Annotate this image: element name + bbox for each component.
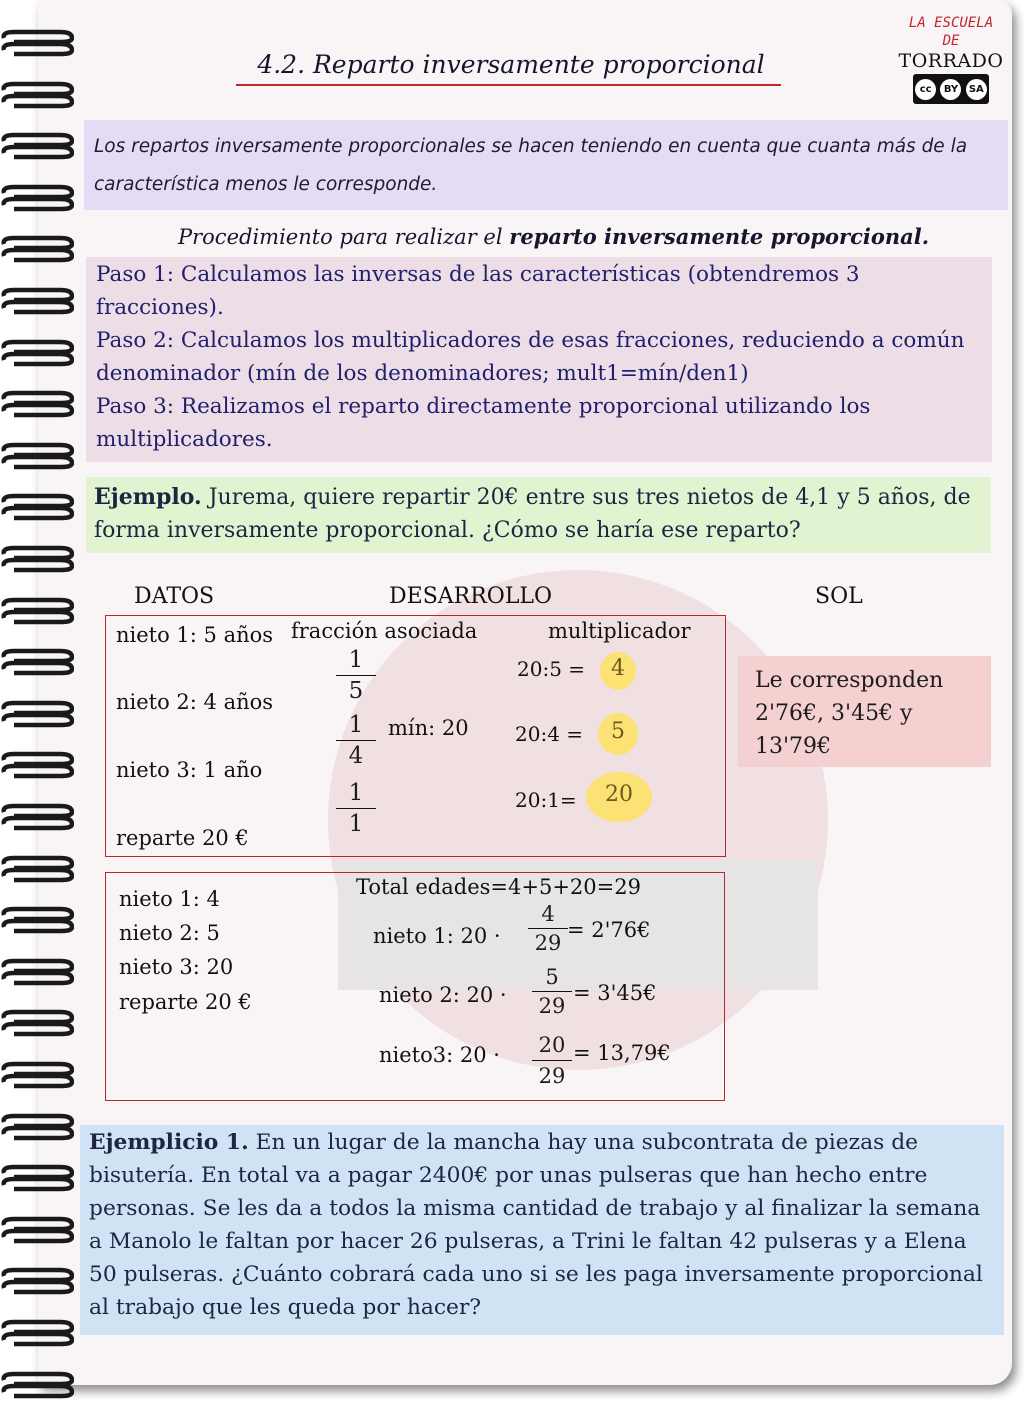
exercise-statement: En un lugar de la mancha hay una subcontrata de piezas de bisutería. En total va a pagar 2400€ por unas pulseras que han hecho entre personas. Se les da a todos la misma cantidad de trabajo y al finalizar la semana a Manolo le faltan por hacer 26 pulseras, a Trini le faltan 42 pulseras y a Elena 50 pulseras. ¿Cuánto cobrará cada uno si se les paga inversamente proporcional al trabajo que les queda por hacer? xyxy=(89,1130,983,1320)
spiral-ring xyxy=(0,1266,74,1296)
spiral-ring xyxy=(0,1318,74,1348)
row2-label: nieto 2: 20 · xyxy=(379,983,507,1007)
fraction-3 xyxy=(336,778,376,839)
exercise-label: Ejemplicio 1. xyxy=(89,1130,249,1155)
logo xyxy=(896,14,1006,104)
row3-num: 20 xyxy=(532,1030,572,1061)
logo-name: TORRADO xyxy=(898,50,1004,72)
row3-den: 29 xyxy=(538,1064,566,1088)
datos2-4: reparte 20 € xyxy=(119,990,252,1014)
spiral-ring xyxy=(0,647,74,677)
row1-result: = 2'76€ xyxy=(567,918,651,942)
spiral-ring xyxy=(0,131,74,161)
spiral-ring xyxy=(0,441,74,471)
page-title: 4.2. Reparto inversamente proporcional xyxy=(257,50,765,79)
row3-fraction xyxy=(532,1030,572,1091)
fraction-1-den: 5 xyxy=(348,678,364,704)
fraction-3-den: 1 xyxy=(348,811,364,837)
procedure-heading-bold: reparto inversamente proporcional. xyxy=(509,224,930,249)
datos2-2: nieto 2: 5 xyxy=(119,921,220,945)
spiral-ring xyxy=(0,957,74,987)
spiral-ring xyxy=(0,338,74,368)
step-1: Paso 1: Calculamos las inversas de las características (obtendremos 3 fracciones). xyxy=(96,262,860,320)
spiral-ring xyxy=(0,596,74,626)
spiral-ring xyxy=(0,1060,74,1090)
row2-num: 5 xyxy=(532,963,572,992)
fraction-1 xyxy=(336,645,376,706)
steps-list xyxy=(96,258,976,456)
spiral-ring xyxy=(0,492,74,522)
fraction-3-num: 1 xyxy=(336,778,376,809)
operation-2: 20:4 = xyxy=(515,722,584,746)
col-sol: SOL xyxy=(815,584,863,609)
sa-icon: SA xyxy=(966,79,987,100)
spiral-ring xyxy=(0,286,74,316)
procedure-heading-plain: Procedimiento para realizar el xyxy=(178,225,503,249)
example-statement: Jurema, quiere repartir 20€ entre sus tres nietos de 4,1 y 5 años, de forma inversamente proporcional. ¿Cómo se haría ese reparto? xyxy=(94,485,971,543)
spiral-ring xyxy=(0,1215,74,1245)
spiral-ring xyxy=(0,234,74,264)
spiral-ring xyxy=(0,1112,74,1142)
intro-text: Los repartos inversamente proporcionales se hacen teniendo en cuenta que cuanta más de la característica menos le corresponde. xyxy=(94,136,968,195)
spiral-ring xyxy=(0,1163,74,1193)
datos2-3: nieto 3: 20 xyxy=(119,955,234,979)
logo-line1: LA ESCUELA xyxy=(908,15,994,31)
step-2: Paso 2: Calculamos los multiplicadores de esas fracciones, reduciendo a común denominador (mín de los denominadores; mult1=mín/den1) xyxy=(96,328,965,386)
spiral-ring xyxy=(0,750,74,780)
row3-result: = 13,79€ xyxy=(573,1041,671,1065)
by-icon: BY xyxy=(940,79,961,100)
spiral-ring xyxy=(0,28,74,58)
datos-1: nieto 1: 5 años xyxy=(116,623,274,647)
spiral-ring xyxy=(0,389,74,419)
row2-result: = 3'45€ xyxy=(573,981,657,1005)
row1-label: nieto 1: 20 · xyxy=(373,924,501,948)
cc-license-icon xyxy=(913,74,989,104)
fraccion-header: fracción asociada xyxy=(291,619,478,643)
example-text xyxy=(94,481,989,547)
fraction-2-den: 4 xyxy=(348,743,364,769)
multiplier-2: 5 xyxy=(611,719,625,744)
fraction-2 xyxy=(336,710,376,771)
datos-3: nieto 3: 1 año xyxy=(116,758,263,782)
spiral-ring xyxy=(0,1008,74,1038)
multiplier-1: 4 xyxy=(611,656,625,681)
spiral-ring xyxy=(0,699,74,729)
spiral-ring xyxy=(0,802,74,832)
logo-line2: DE xyxy=(942,33,960,49)
title-underline xyxy=(236,84,781,86)
multiplicador-header: multiplicador xyxy=(548,619,691,643)
cc-icon: cc xyxy=(915,79,936,100)
multiplier-3: 20 xyxy=(605,782,633,807)
row1-num: 4 xyxy=(528,900,568,929)
row1-den: 29 xyxy=(534,931,562,955)
min-value: mín: 20 xyxy=(388,716,469,740)
fraction-1-num: 1 xyxy=(336,645,376,676)
example-label: Ejemplo. xyxy=(94,484,202,510)
spiral-ring xyxy=(0,1370,74,1400)
datos-4: reparte 20 € xyxy=(116,826,249,850)
operation-3: 20:1= xyxy=(515,788,577,812)
step-3: Paso 3: Realizamos el reparto directamente proporcional utilizando los multiplicadores. xyxy=(96,394,871,452)
row1-fraction xyxy=(528,900,568,957)
total-edades: Total edades=4+5+20=29 xyxy=(356,875,641,899)
row2-fraction xyxy=(532,963,572,1020)
spiral-ring xyxy=(0,80,74,110)
spiral-ring xyxy=(0,905,74,935)
spiral-ring xyxy=(0,854,74,884)
col-desarrollo: DESARROLLO xyxy=(389,584,553,609)
spiral-ring xyxy=(0,183,74,213)
operation-1: 20:5 = xyxy=(517,657,586,681)
spiral-ring xyxy=(0,544,74,574)
datos2-1: nieto 1: 4 xyxy=(119,887,220,911)
exercise-text xyxy=(89,1126,999,1324)
datos-2: nieto 2: 4 años xyxy=(116,690,274,714)
procedure-heading xyxy=(178,224,929,249)
fraction-2-num: 1 xyxy=(336,710,376,741)
row3-label: nieto3: 20 · xyxy=(379,1043,500,1067)
row2-den: 29 xyxy=(538,994,566,1018)
solution-text: Le corresponden 2'76€, 3'45€ y 13'79€ xyxy=(755,668,944,759)
col-datos: DATOS xyxy=(134,584,215,609)
